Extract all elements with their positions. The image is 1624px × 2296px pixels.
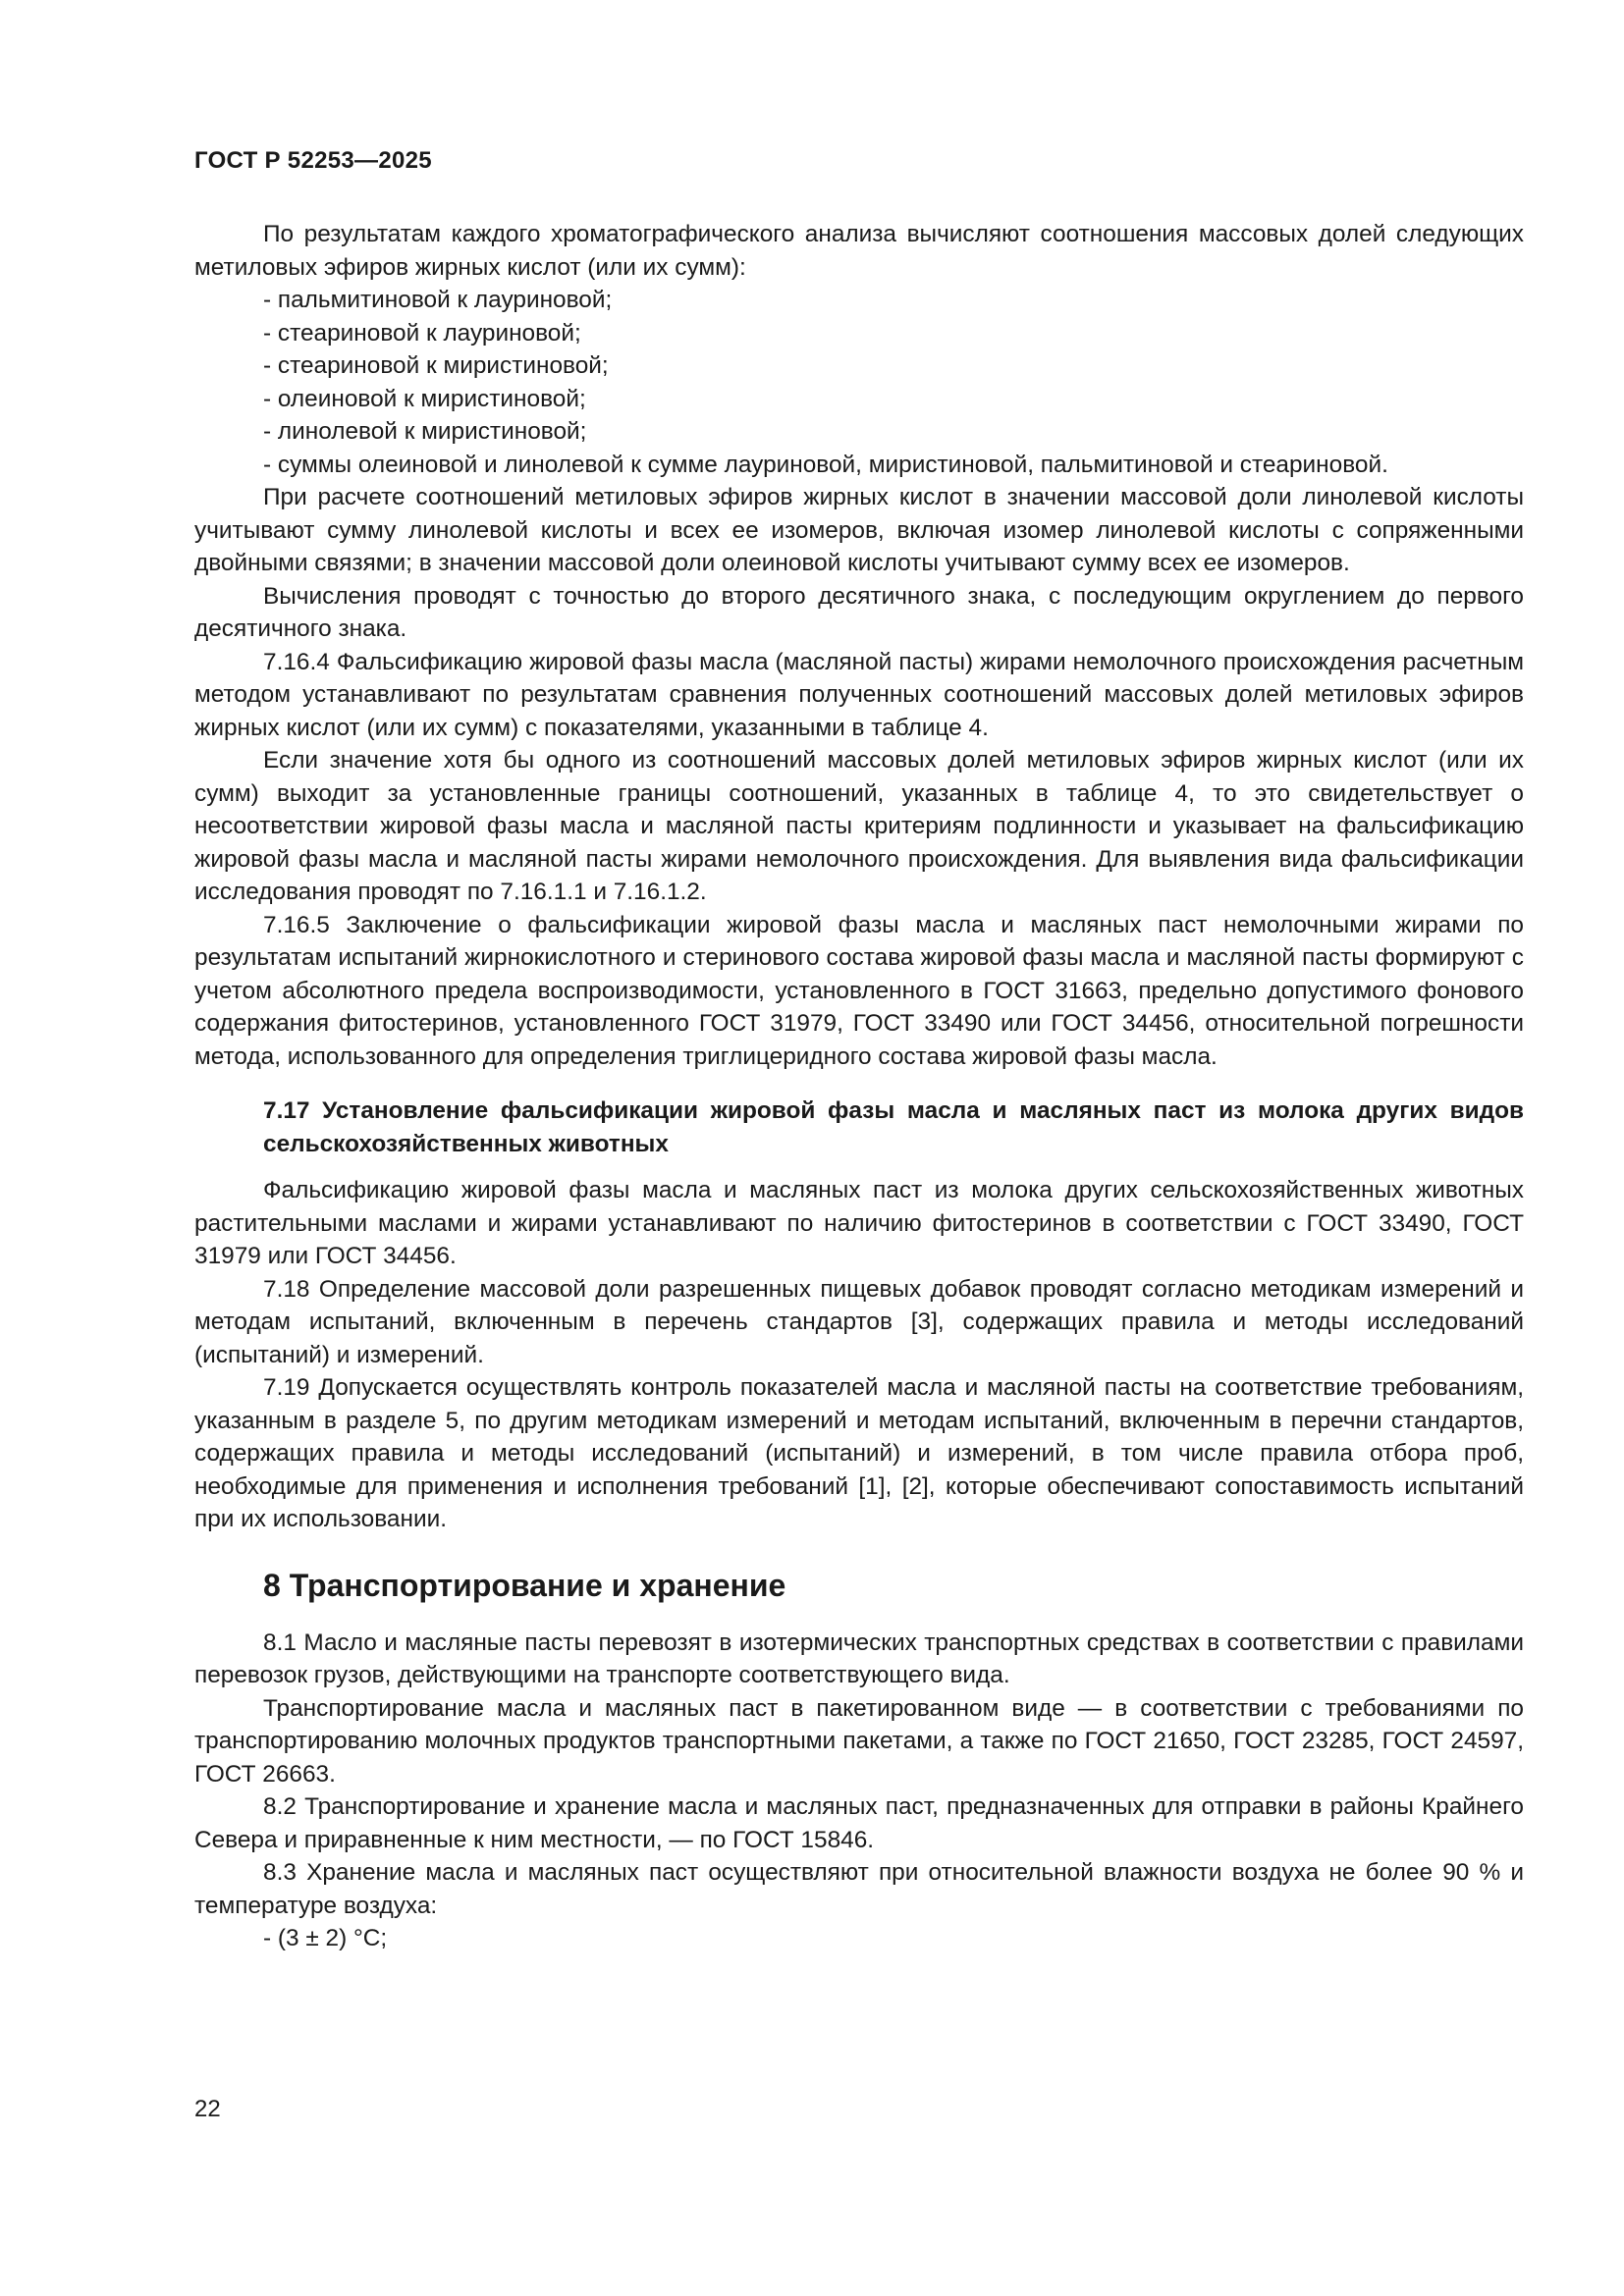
paragraph-8-1: 8.1 Масло и масляные пасты перевозят в изотермических транспортных средствах в соответствии с правилами перевозок грузов, действующими на транспорте соответствующего вида.: [194, 1629, 1524, 1688]
paragraph-7-17: Фальсификацию жировой фазы масла и масляных паст из молока других сельскохозяйственных животных растительными маслами и жирами устанавливают по наличию фитостеринов в соответствии с ГОСТ 33490, ГОСТ 31979 или ГОСТ 34456.: [194, 1177, 1524, 1269]
list-item: - стеариновой к миристиновой;: [263, 352, 609, 379]
list-item: - олеиновой к миристиновой;: [263, 385, 586, 412]
section-heading-8: 8 Транспортирование и хранение: [263, 1567, 786, 1603]
paragraph-7-18: 7.18 Определение массовой доли разрешенных пищевых добавок проводят согласно методикам измерений и методам испытаний, включенным в перечень стандартов [3], содержащих правила и методы исследований (испытаний) и измерений.: [194, 1275, 1524, 1368]
paragraph-7-16-4: 7.16.4 Фальсификацию жировой фазы масла (масляной пасты) жирами немолочного происхождения расчетным методом устанавливают по результатам сравнения полученных соотношений массовых долей метиловых эфиров жирных кислот (или их сумм) с показателями, указанными в таблице 4.: [194, 648, 1524, 741]
heading-7-17: 7.17 Установление фальсификации жировой фазы масла и масляных паст из молока других видов сельскохозяйственных животных: [263, 1097, 1524, 1157]
list-item: - стеариновой к лауриновой;: [263, 319, 581, 347]
list-item: - (3 ± 2) °C;: [263, 1925, 388, 1951]
list-item: - суммы олеиновой и линолевой к сумме лауриновой, миристиновой, пальмитиновой и стеариновой.: [263, 451, 1388, 478]
page-number: 22: [194, 2096, 221, 2122]
paragraph-intro: По результатам каждого хроматографического анализа вычисляют соотношения массовых долей следующих метиловых эфиров жирных кислот (или их сумм):: [194, 221, 1524, 281]
paragraph-8-3: 8.3 Хранение масла и масляных паст осуществляют при относительной влажности воздуха не более 90 % и температуре воздуха:: [194, 1859, 1524, 1919]
paragraph-7-16-5: 7.16.5 Заключение о фальсификации жировой фазы масла и масляных паст немолочными жирами по результатам испытаний жирнокислотного и стеринового состава жировой фазы масла и масляной пасты формируют с учетом абсолютного предела воспроизводимости, установленного в ГОСТ 31663, предельно допустимого фонового содержания фитостеринов, установленного ГОСТ 31979, ГОСТ 33490 или ГОСТ 34456, относительной погрешности метода, использованного для определения триглицеридного состава жировой фазы масла.: [194, 911, 1524, 1070]
paragraph-precision: Вычисления проводят с точностью до второго десятичного знака, с последующим округлением до первого десятичного знака.: [194, 582, 1524, 642]
paragraph-7-16-4-b: Если значение хотя бы одного из соотношений массовых долей метиловых эфиров жирных кислот (или их сумм) выходит за установленные границы соотношений, указанных в таблице 4, то это свидетельствует о несоответствии жировой фазы масла и масляной пасты критериям подлинности и указывает на фальсификацию жировой фазы масла и масляной пасты жирами немолочного происхождения. Для выявления вида фальсификации исследования проводят по 7.16.1.1 и 7.16.1.2.: [194, 747, 1524, 905]
paragraph-7-19: 7.19 Допускается осуществлять контроль показателей масла и масляной пасты на соответствие требованиям, указанным в разделе 5, по другим методикам измерений и методам испытаний, включенным в перечни стандартов, содержащих правила и методы исследований (испытаний) и измерений, в том числе правила отбора проб, необходимые для применения и исполнения требований [1], [2], которые обеспечивают сопоставимость испытаний при их использовании.: [194, 1374, 1524, 1532]
document-page: [194, 147, 1524, 1955]
paragraph-8-1-b: Транспортирование масла и масляных паст в пакетированном виде — в соответствии с требованиями по транспортированию молочных продуктов транспортными пакетами, а также по ГОСТ 21650, ГОСТ 23285, ГОСТ 24597, ГОСТ 26663.: [194, 1694, 1524, 1788]
paragraph-8-2: 8.2 Транспортирование и хранение масла и масляных паст, предназначенных для отправки в районы Крайнего Севера и приравненные к ним местности, — по ГОСТ 15846.: [194, 1793, 1524, 1853]
paragraph-calc: При расчете соотношений метиловых эфиров жирных кислот в значении массовой доли линолевой кислоты учитывают сумму линолевой кислоты и всех ее изомеров, включая изомер линолевой кислоты с сопряженными двойными связями; в значении массовой доли олеиновой кислоты учитывают сумму всех ее изомеров.: [194, 484, 1524, 576]
list-item: - пальмитиновой к лауриновой;: [263, 287, 613, 313]
list-item: - линолевой к миристиновой;: [263, 418, 587, 445]
document-header: ГОСТ Р 52253—2025: [194, 147, 432, 174]
